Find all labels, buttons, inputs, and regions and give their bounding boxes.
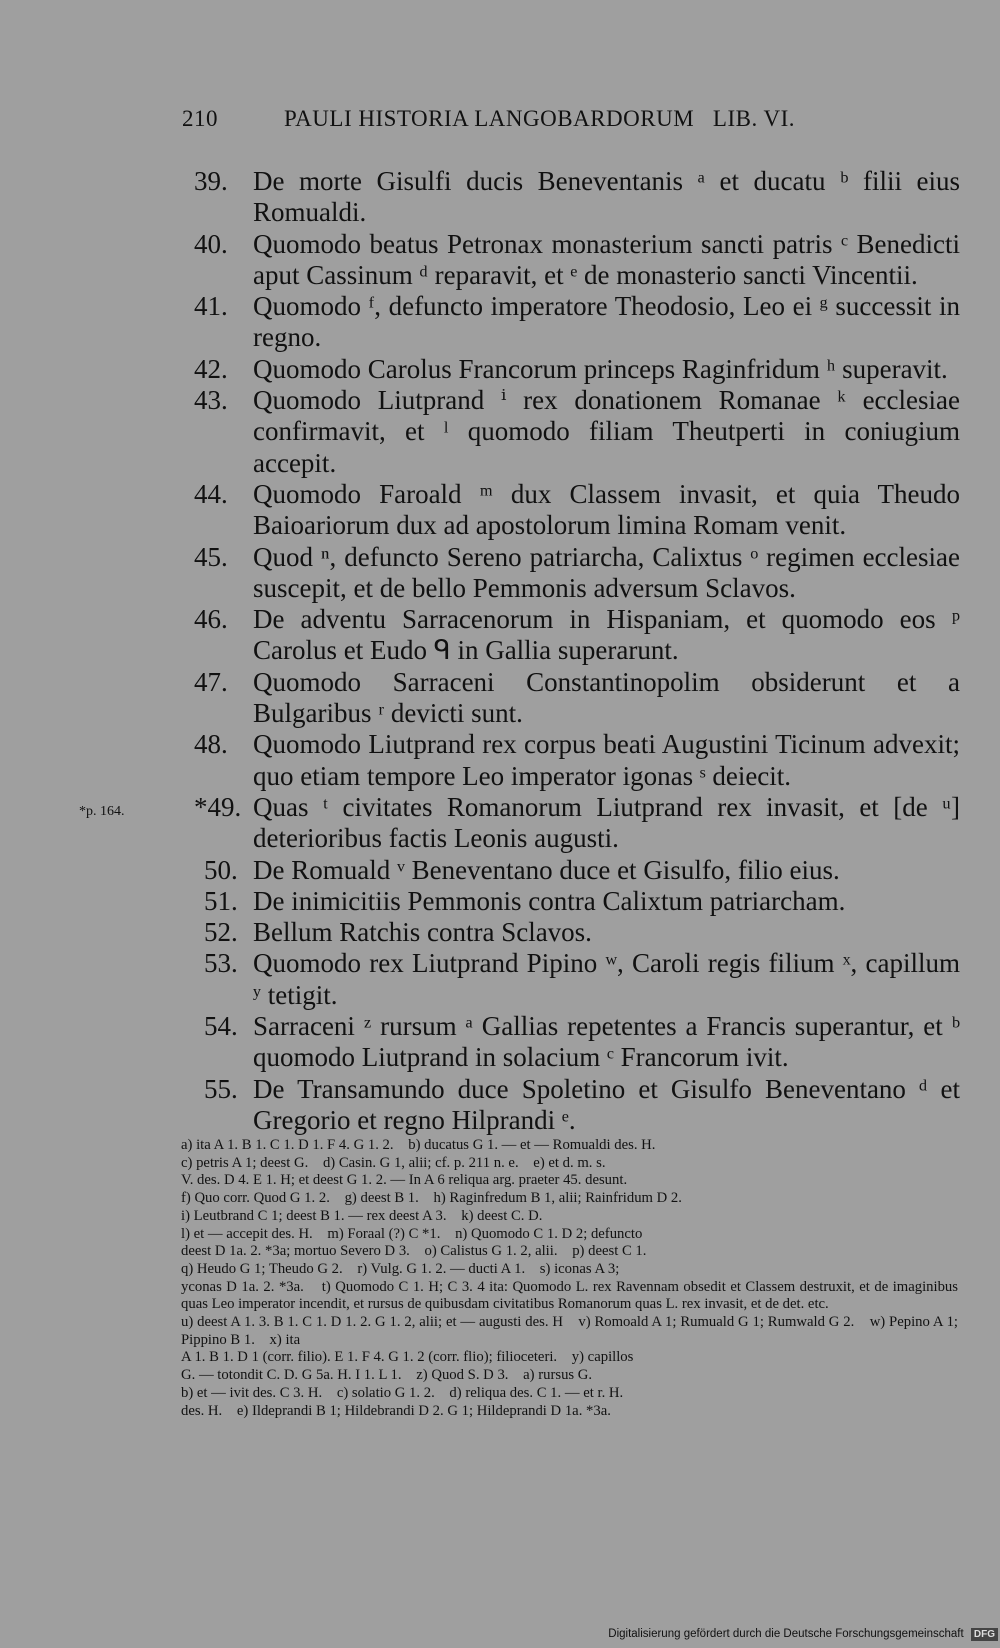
- footnotes: [181, 1137, 962, 1420]
- chapter-title: De adventu Sarracenorum in Hispaniam, et quomodo eos ᵖ Carolus et Eudo ᑫ in Gallia superarunt.: [253, 604, 960, 666]
- footnote-line: q) Heudo G 1; Theudo G 2. r) Vulg. G 1. 2. — ducti A 1. s) iconas A 3;: [181, 1260, 620, 1277]
- chapter-number: 53.: [204, 948, 238, 979]
- chapter-entry: [196, 385, 960, 479]
- margin-page-ref: *p. 164.: [79, 803, 125, 819]
- chapter-entry: [196, 354, 960, 385]
- chapter-number: 47.: [194, 666, 228, 697]
- chapter-title: Quod ⁿ, defuncto Sereno patriarcha, Calixtus ᵒ regimen ecclesiae suscepit, et de bello Pemmonis adversum Sclavos.: [253, 541, 960, 603]
- footnote-line: b) et — ivit des. C 3. H. c) solatio G 1. 2. d) reliqua des. C 1. — et r. H.: [181, 1384, 624, 1401]
- chapter-number: 43.: [194, 385, 228, 416]
- credit-text: Digitalisierung gefördert durch die Deutsche Forschungsgemeinschaft: [608, 1628, 964, 1640]
- chapter-entry: [196, 1074, 960, 1137]
- chapter-entry: [196, 604, 960, 667]
- footnote-line: f) Quo corr. Quod G 1. 2. g) deest B 1. h) Raginfredum B 1, alii; Rainfridum D 2.: [181, 1190, 682, 1207]
- chapter-entry: [196, 886, 960, 917]
- chapter-entry: [196, 667, 960, 730]
- footnote-line: i) Leutbrand C 1; deest B 1. — rex deest A 3. k) deest C. D.: [181, 1207, 543, 1224]
- chapter-title: Quomodo beatus Petronax monasterium sancti patris ᶜ Benedicti aput Cassinum ᵈ reparavit, et ᵉ de monasterio sancti Vincentii.: [253, 228, 960, 290]
- chapter-title: De Romuald ᵛ Beneventano duce et Gisulfo, filio eius.: [253, 854, 840, 885]
- chapter-number: 40.: [194, 228, 228, 259]
- footnote-line: l) et — accepit des. H. m) Foraal (?) C *1. n) Quomodo C 1. D 2; defuncto: [181, 1225, 643, 1242]
- chapter-number: 44.: [194, 478, 228, 509]
- footnote-line: G. — totondit C. D. G 5a. H. I 1. L 1. z) Quod S. D 3. a) rursus G.: [181, 1367, 593, 1384]
- chapter-entry: [79, 791, 960, 855]
- footnote-line: deest D 1a. 2. *3a; mortuo Severo D 3. o) Calistus G 1. 2, alii. p) deest C 1.: [181, 1243, 647, 1260]
- chapter-entry: [196, 479, 960, 542]
- chapter-title: Quas ᵗ civitates Romanorum Liutprand rex invasit, et [de ᵘ] deterioribus factis Leonis augusti.: [253, 791, 960, 854]
- chapter-entry: [196, 729, 960, 792]
- footnote-line: a) ita A 1. B 1. C 1. D 1. F 4. G 1. 2. b) ducatus G 1. — et — Romualdi des. H.: [181, 1137, 656, 1153]
- chapter-title: Quomodo rex Liutprand Pipino ʷ, Caroli regis filium ˣ, capillum ʸ tetigit.: [253, 948, 960, 1010]
- chapter-number: 51.: [204, 885, 238, 916]
- footnote-line: c) petris A 1; deest G. d) Casin. G 1, alii; cf. p. 211 n. e. e) et d. m. s.: [181, 1154, 606, 1171]
- chapter-number: 45.: [194, 541, 228, 572]
- chapter-entry: [196, 229, 960, 292]
- chapter-number: 41.: [194, 291, 228, 322]
- chapter-title: Quomodo Liutprand ⁱ rex donationem Romanae ᵏ ecclesiae confirmavit, et ˡ quomodo filiam Theutperti in coniugium accepit.: [253, 385, 960, 478]
- chapter-number: *49.: [194, 791, 242, 822]
- running-title: PAULI HISTORIA LANGOBARDORUM LIB. VI.: [284, 106, 796, 131]
- chapter-number: 48.: [194, 729, 228, 760]
- chapter-title: De inimicitiis Pemmonis contra Calixtum patriarcham.: [253, 885, 846, 916]
- chapter-entry: [196, 166, 960, 229]
- chapter-number: 50.: [204, 854, 238, 885]
- chapter-title: De morte Gisulfi ducis Beneventanis ᵃ et ducatu ᵇ filii eius Romualdi.: [253, 166, 960, 228]
- chapter-entry: [196, 291, 960, 354]
- chapter-entry: [196, 948, 960, 1011]
- chapter-number: 52.: [204, 917, 238, 948]
- chapter-number: 55.: [204, 1073, 238, 1104]
- chapter-title: Sarraceni ᶻ rursum ᵃ Gallias repetentes a Francis superantur, et ᵇ quomodo Liutprand in solacium ᶜ Francorum ivit.: [253, 1011, 960, 1073]
- chapter-entry: [196, 917, 960, 948]
- running-header: [182, 106, 862, 140]
- chapter-entry: [196, 855, 960, 886]
- chapter-entry: [196, 542, 960, 605]
- chapter-title: Bellum Ratchis contra Sclavos.: [253, 917, 592, 948]
- footnote-line: V. des. D 4. E 1. H; et deest G 1. 2. — In A 6 reliqua arg. praeter 45. desunt.: [181, 1172, 628, 1189]
- page-number: 210: [182, 106, 218, 131]
- chapter-title: Quomodo ᶠ, defuncto imperatore Theodosio, Leo ei ᵍ successit in regno.: [253, 291, 960, 353]
- footnote-line: des. H. e) Ildeprandi B 1; Hildebrandi D 2. G 1; Hildeprandi D 1a. *3a.: [181, 1402, 611, 1419]
- chapter-title: Quomodo Faroald ᵐ dux Classem invasit, et quia Theudo Baioariorum dux ad apostolorum limina Romam venit.: [253, 478, 960, 541]
- footnote-line: A 1. B 1. D 1 (corr. filio). E 1. F 4. G 1. 2 (corr. flio); filioceteri. y) capillos: [181, 1349, 634, 1366]
- chapter-title: Quomodo Carolus Francorum princeps Raginfridum ʰ superavit.: [253, 353, 948, 384]
- chapter-list: [79, 166, 960, 1136]
- digitization-credit: [590, 1628, 998, 1646]
- chapter-number: 46.: [194, 604, 228, 635]
- chapter-title: Quomodo Sarraceni Constantinopolim obsiderunt et a Bulgaribus ʳ devicti sunt.: [253, 666, 960, 729]
- footnote-line: yconas D 1a. 2. *3a. t) Quomodo C 1. H; C 3. 4 ita: Quomodo L. rex Ravennam obsedit et Classem destruxit, et de imaginibus quas Leo imperator incendit, et rursus de quibusdam civitatibus Romanorum quas L. rex invasit, et de det. etc.: [181, 1278, 962, 1313]
- chapter-title: Quomodo Liutprand rex corpus beati Augustini Ticinum advexit; quo etiam tempore Leo imperator igonas ˢ deiecit.: [253, 729, 960, 791]
- chapter-entry: [196, 1011, 960, 1074]
- chapter-number: 42.: [194, 353, 228, 384]
- chapter-number: 39.: [194, 166, 228, 196]
- footnote-line: u) deest A 1. 3. B 1. C 1. D 1. 2. G 1. 2, alii; et — augusti des. H v) Romoald A 1; Rumuald G 1; Rumwald G 2. w) Pepino A 1; Pippino B 1. x) ita: [181, 1314, 962, 1348]
- chapter-title: De Transamundo duce Spoletino et Gisulfo Beneventano ᵈ et Gregorio et regno Hilprandi ᵉ.: [253, 1073, 960, 1135]
- chapter-number: 54.: [204, 1011, 238, 1042]
- dfg-logo: DFG: [971, 1628, 998, 1641]
